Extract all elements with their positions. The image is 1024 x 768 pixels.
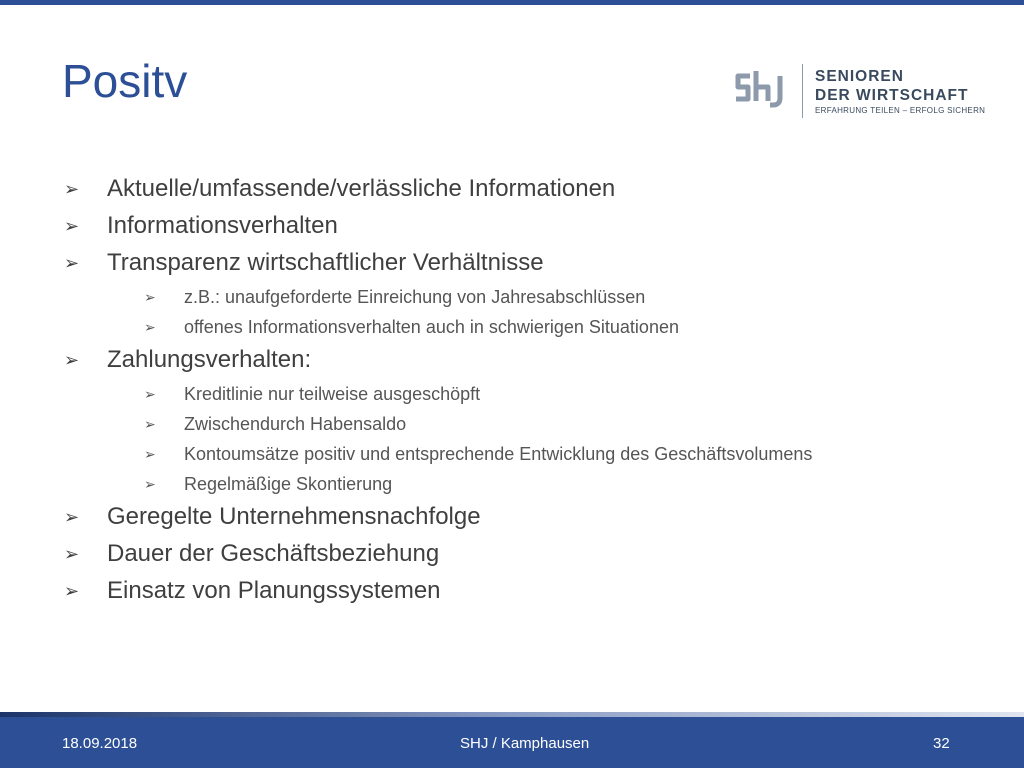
bullet-text: Informationsverhalten	[107, 212, 338, 239]
bullet-item	[64, 172, 1004, 209]
footer-page-number: 32	[933, 735, 950, 752]
footer-author: SHJ / Kamphausen	[460, 735, 590, 752]
bullet-item	[64, 537, 1004, 574]
bullet-text: Transparenz wirtschaftlicher Verhältnisse	[107, 249, 544, 276]
slide-title: Positv	[62, 55, 188, 107]
arrow-bullet-icon: ➢	[64, 581, 80, 601]
arrow-bullet-icon: ➢	[64, 216, 80, 236]
arrow-bullet-icon: ➢	[144, 446, 156, 462]
shj-logo-mark	[734, 68, 794, 108]
bullet-text: Dauer der Geschäftsbeziehung	[107, 540, 440, 567]
logo-divider	[802, 64, 803, 118]
logo-text-line1: SENIOREN	[815, 68, 904, 85]
sub-bullet-item	[64, 283, 1004, 313]
sub-bullet-item	[64, 470, 1004, 500]
arrow-bullet-icon: ➢	[144, 416, 156, 432]
bullet-text: Regelmäßige Skontierung	[184, 474, 393, 494]
bullet-text: Kreditlinie nur teilweise ausgeschöpft	[184, 384, 481, 404]
arrow-bullet-icon: ➢	[144, 476, 156, 492]
footer-bar	[0, 712, 1024, 768]
footer-date: 18.09.2018	[62, 735, 138, 752]
bullet-item	[64, 500, 1004, 537]
arrow-bullet-icon: ➢	[64, 350, 80, 370]
bullet-text: z.B.: unaufgeforderte Einreichung von Jahresabschlüssen	[184, 287, 646, 307]
sub-bullet-item	[64, 440, 1004, 470]
bullet-item	[64, 209, 1004, 246]
arrow-bullet-icon: ➢	[64, 253, 80, 273]
arrow-bullet-icon: ➢	[144, 319, 156, 335]
bullet-text: Einsatz von Planungssystemen	[107, 577, 441, 604]
bullet-item	[64, 246, 1004, 283]
bullet-text: Zahlungsverhalten:	[107, 346, 312, 373]
arrow-bullet-icon: ➢	[144, 289, 156, 305]
sub-bullet-item	[64, 410, 1004, 440]
bullet-text: Kontoumsätze positiv und entsprechende Entwicklung des Geschäftsvolumens	[184, 444, 813, 464]
top-accent-bar	[0, 0, 1024, 5]
shj-logo	[734, 64, 984, 120]
bullet-item	[64, 343, 1004, 380]
bullet-item	[64, 574, 1004, 611]
arrow-bullet-icon: ➢	[144, 386, 156, 402]
arrow-bullet-icon: ➢	[64, 544, 80, 564]
arrow-bullet-icon: ➢	[64, 507, 80, 527]
logo-tagline: ERFAHRUNG TEILEN – ERFOLG SICHERN	[815, 106, 986, 115]
logo-text-line2: DER WIRTSCHAFT	[815, 87, 969, 104]
bullet-text: offenes Informationsverhalten auch in schwierigen Situationen	[184, 317, 679, 337]
bullet-text: Geregelte Unternehmensnachfolge	[107, 503, 481, 530]
bullet-text: Aktuelle/umfassende/verlässliche Informationen	[107, 175, 616, 202]
bullet-text: Zwischendurch Habensaldo	[184, 414, 407, 434]
sub-bullet-item	[64, 313, 1004, 343]
bullet-list	[64, 172, 1004, 611]
arrow-bullet-icon: ➢	[64, 179, 80, 199]
sub-bullet-item	[64, 380, 1004, 410]
footer-gradient-strip	[0, 712, 1024, 717]
